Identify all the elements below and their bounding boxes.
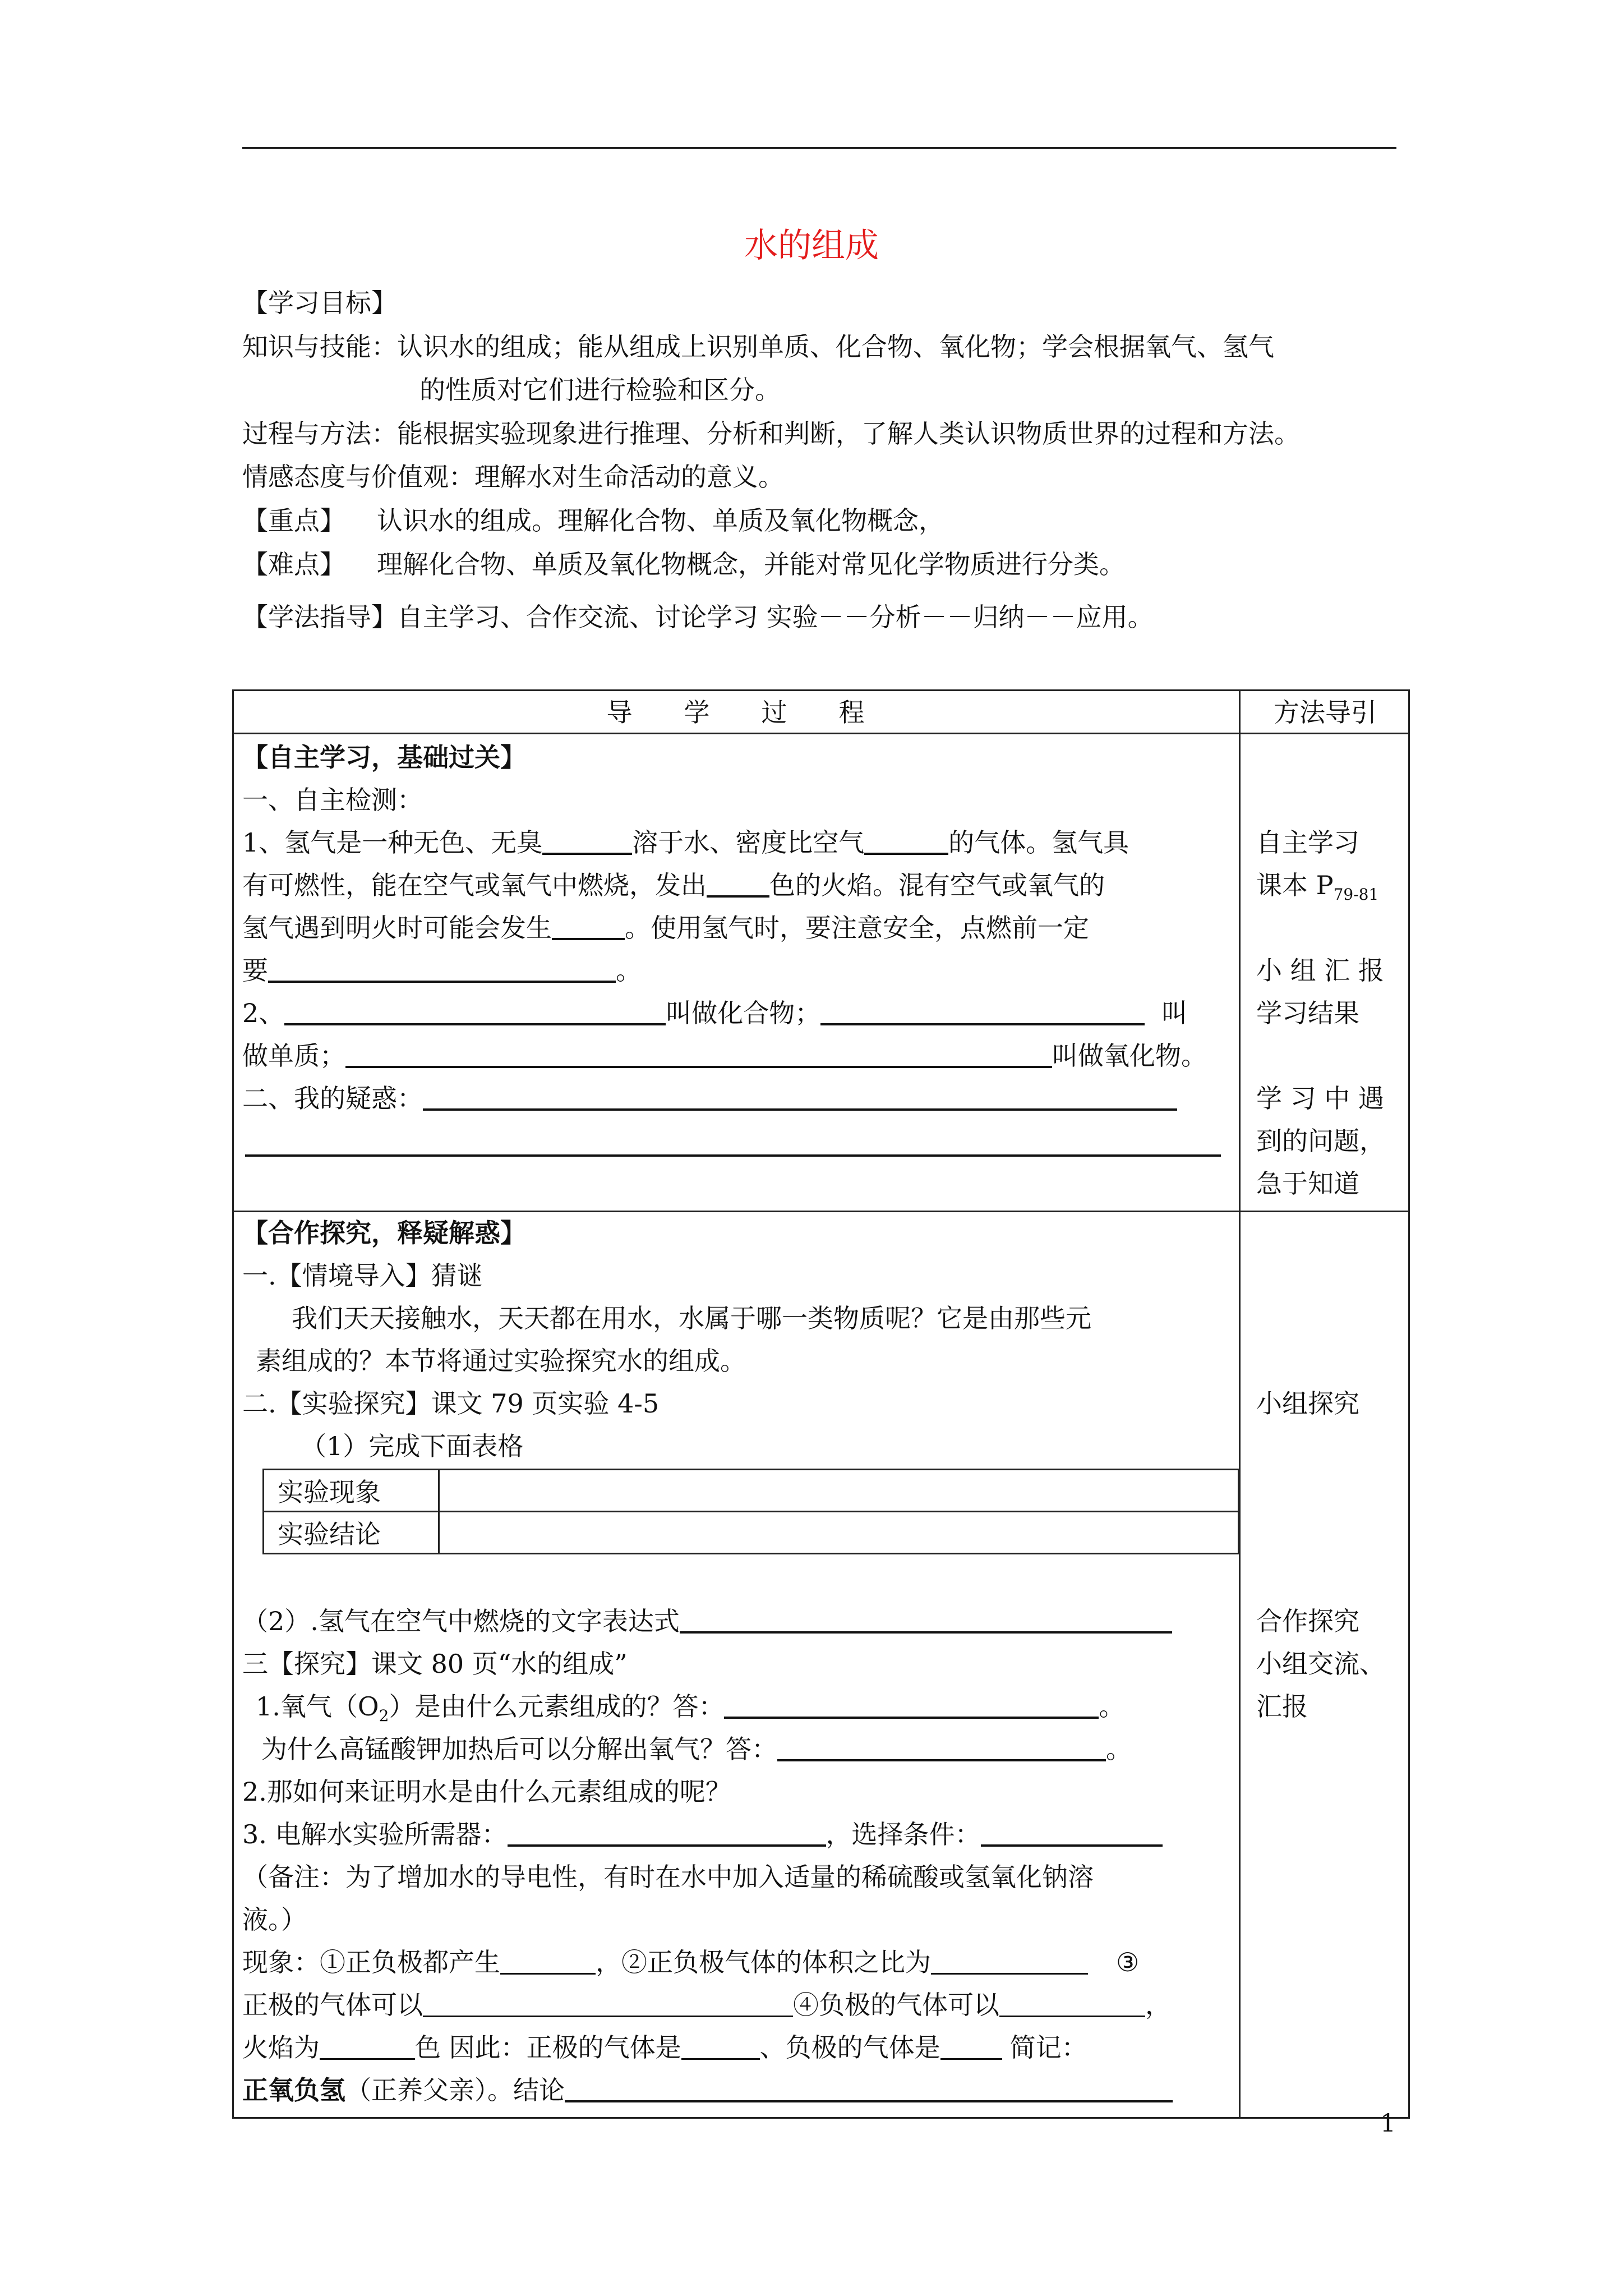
- table-row: [264, 1470, 1239, 1512]
- header-rule: [242, 147, 1396, 149]
- knowledge-skills: [242, 331, 1274, 362]
- blank-density[interactable]: [864, 828, 948, 855]
- sec2-side-4: 汇报: [1256, 1691, 1308, 1722]
- sec2-line-4: 二.【实验探究】课文 79 页实验 4-5: [242, 1388, 660, 1419]
- hard-text: 理解化合物、单质及氧化物概念，并能对常见化学物质进行分类。: [377, 549, 1125, 579]
- key-point: [242, 505, 944, 536]
- sec1-line-1: 一、自主检测：: [242, 785, 423, 815]
- blank-bubbles[interactable]: [500, 1948, 596, 1975]
- cell-phenomenon-input[interactable]: [439, 1470, 1239, 1512]
- blank-positive-gas[interactable]: [681, 2033, 760, 2060]
- cell-conclusion-input[interactable]: [439, 1512, 1239, 1554]
- sec2-line-7: 三【探究】课文 80 页“水的组成”: [242, 1649, 628, 1679]
- blank-questions-2[interactable]: [245, 1130, 1221, 1157]
- sec1-side-4: 学习结果: [1256, 998, 1359, 1028]
- sec2-side-1: 小组探究: [1256, 1388, 1359, 1419]
- sec2-line-14: 现象：①正负极都产生 ，②正负极气体的体积之比为 ③: [242, 1947, 1140, 1977]
- sec2-line-11: 3. 电解水实验所需器： ，选择条件：: [242, 1819, 1163, 1850]
- knowledge-label: 知识与技能：: [242, 332, 397, 362]
- blank-word-equation[interactable]: [680, 1607, 1172, 1634]
- blank-apparatus[interactable]: [508, 1820, 826, 1847]
- blank-oxide-def[interactable]: [345, 1041, 1052, 1068]
- header-method-guide: 方法导引: [1274, 697, 1377, 728]
- sec2-side-2: 合作探究: [1256, 1606, 1359, 1636]
- blank-negative-gas[interactable]: [940, 2033, 1002, 2060]
- key-label: 【重点】: [242, 505, 345, 536]
- blank-questions-1[interactable]: [423, 1084, 1177, 1111]
- sec1-line-3: 有可燃性，能在空气或氧气中燃烧，发出 色的火焰。混有空气或氧气的: [242, 870, 1105, 900]
- sec2-line-17: 正氧负氢（正养父亲）。结论: [242, 2074, 1173, 2106]
- sec2-line-5: （1）完成下面表格: [301, 1431, 524, 1461]
- sec2-line-2: 我们天天接触水，天天都在用水，水属于哪一类物质呢？它是由那些元: [292, 1303, 1091, 1333]
- sec1-title: 【自主学习，基础过关】: [242, 742, 526, 772]
- page-title: 水的组成: [744, 226, 879, 265]
- blank-element-def[interactable]: [820, 999, 1145, 1025]
- header-guide-process: 导 学 过 程: [606, 697, 865, 728]
- sec1-line-8: 二、我的疑惑：: [242, 1083, 1177, 1114]
- blank-compound-def[interactable]: [284, 999, 666, 1025]
- sec2-line-3: 素组成的？本节将通过实验探究水的组成。: [256, 1346, 746, 1376]
- sec2-line-10: 2.那如何来证明水是由什么元素组成的呢？: [242, 1777, 731, 1807]
- sec1-line-5: 要 。: [242, 955, 642, 986]
- row-label-phenomenon: 实验现象: [264, 1470, 439, 1512]
- column-divider: [1239, 689, 1241, 2119]
- blank-volume-ratio[interactable]: [931, 1948, 1088, 1975]
- sec1-side-1: 自主学习: [1256, 827, 1359, 858]
- blank-conclusion[interactable]: [565, 2076, 1173, 2102]
- sec2-line-6: （2）.氢气在空气中燃烧的文字表达式: [242, 1605, 1172, 1637]
- blank-check-purity[interactable]: [268, 956, 616, 983]
- knowledge-text-1: 认识水的组成；能从组成上识别单质、化合物、氧化物；学会根据氧气、氢气: [397, 332, 1274, 362]
- header-row-divider: [232, 733, 1410, 734]
- sec1-side-2: 课本 $P_{79-81}$: [1256, 870, 1379, 904]
- experiment-table: [262, 1469, 1239, 1554]
- blank-oxygen-elements[interactable]: [724, 1692, 1099, 1719]
- page-number: 1: [1380, 2109, 1396, 2138]
- sec2-line-12: （备注：为了增加水的导电性，有时在水中加入适量的稀硫酸或氢氧化钠溶: [242, 1862, 1094, 1892]
- blank-explosion[interactable]: [552, 913, 625, 940]
- sec2-side-3: 小组交流、: [1256, 1649, 1385, 1679]
- row-label-conclusion: 实验结论: [264, 1512, 439, 1554]
- sec1-side-7: 急于知道: [1256, 1168, 1359, 1199]
- sec2-title: 【合作探究，释疑解惑】: [242, 1218, 526, 1248]
- process-methods: 过程与方法：能根据实验现象进行推理、分析和判断，了解人类认识物质世界的过程和方法。: [242, 418, 1300, 449]
- hard-label: 【难点】: [242, 549, 345, 579]
- blank-flame-color[interactable]: [707, 871, 769, 898]
- objectives-header: 【学习目标】: [242, 288, 397, 318]
- blank-positive-gas-test[interactable]: [423, 1991, 793, 2017]
- blank-kmno4-reason[interactable]: [777, 1734, 1106, 1761]
- sec1-side-6: 到的问题，: [1256, 1126, 1385, 1156]
- hard-point: [242, 549, 1125, 580]
- sec2-line-8: 1.氧气$(O_2)$是由什么元素组成的？答： 。: [256, 1691, 1125, 1726]
- sec1-line-7: 做单质； 叫做氧化物。: [242, 1041, 1207, 1071]
- blank-flame-color-2[interactable]: [320, 2033, 415, 2060]
- sec2-line-9: 为什么高锰酸钾加热后可以分解出氧气？答： 。: [261, 1734, 1132, 1764]
- table-row: [264, 1512, 1239, 1554]
- blank-negative-gas-test[interactable]: [999, 1991, 1145, 2017]
- sec1-line-2: 1、氢气是一种无色、无臭 溶于水、密度比空气 的气体。氢气具: [242, 827, 1129, 858]
- sec1-side-3: 小 组 汇 报: [1256, 955, 1384, 986]
- blank-solubility[interactable]: [542, 828, 632, 855]
- sec2-line-1: 一.【情境导入】猜谜: [242, 1260, 483, 1291]
- key-text: 认识水的组成。理解化合物、单质及氧化物概念，: [377, 505, 944, 536]
- sec1-side-5: 学 习 中 遇: [1256, 1083, 1384, 1114]
- sec2-line-13: 液。）: [242, 1904, 307, 1935]
- section-divider: [232, 1211, 1410, 1212]
- blank-conditions[interactable]: [981, 1820, 1163, 1847]
- study-method: 【学法指导】自主学习、合作交流、讨论学习 实验－－分析－－归纳－－应用。: [242, 602, 1154, 632]
- sec1-line-4: 氢气遇到明火时可能会发生 。使用氢气时，要注意安全，点燃前一定: [242, 913, 1089, 943]
- sec2-line-16: 火焰为 色 因此：正极的气体是 、负极的气体是 简记：: [242, 2032, 1087, 2063]
- knowledge-text-2: 的性质对它们进行检验和区分。: [419, 375, 781, 405]
- emotion-values: 情感态度与价值观：理解水对生命活动的意义。: [242, 462, 784, 492]
- sec2-line-15: 正极的气体可以 ④负极的气体可以 ，: [242, 1990, 1171, 2020]
- sec1-line-6: 2、 叫做化合物； 叫: [242, 998, 1188, 1028]
